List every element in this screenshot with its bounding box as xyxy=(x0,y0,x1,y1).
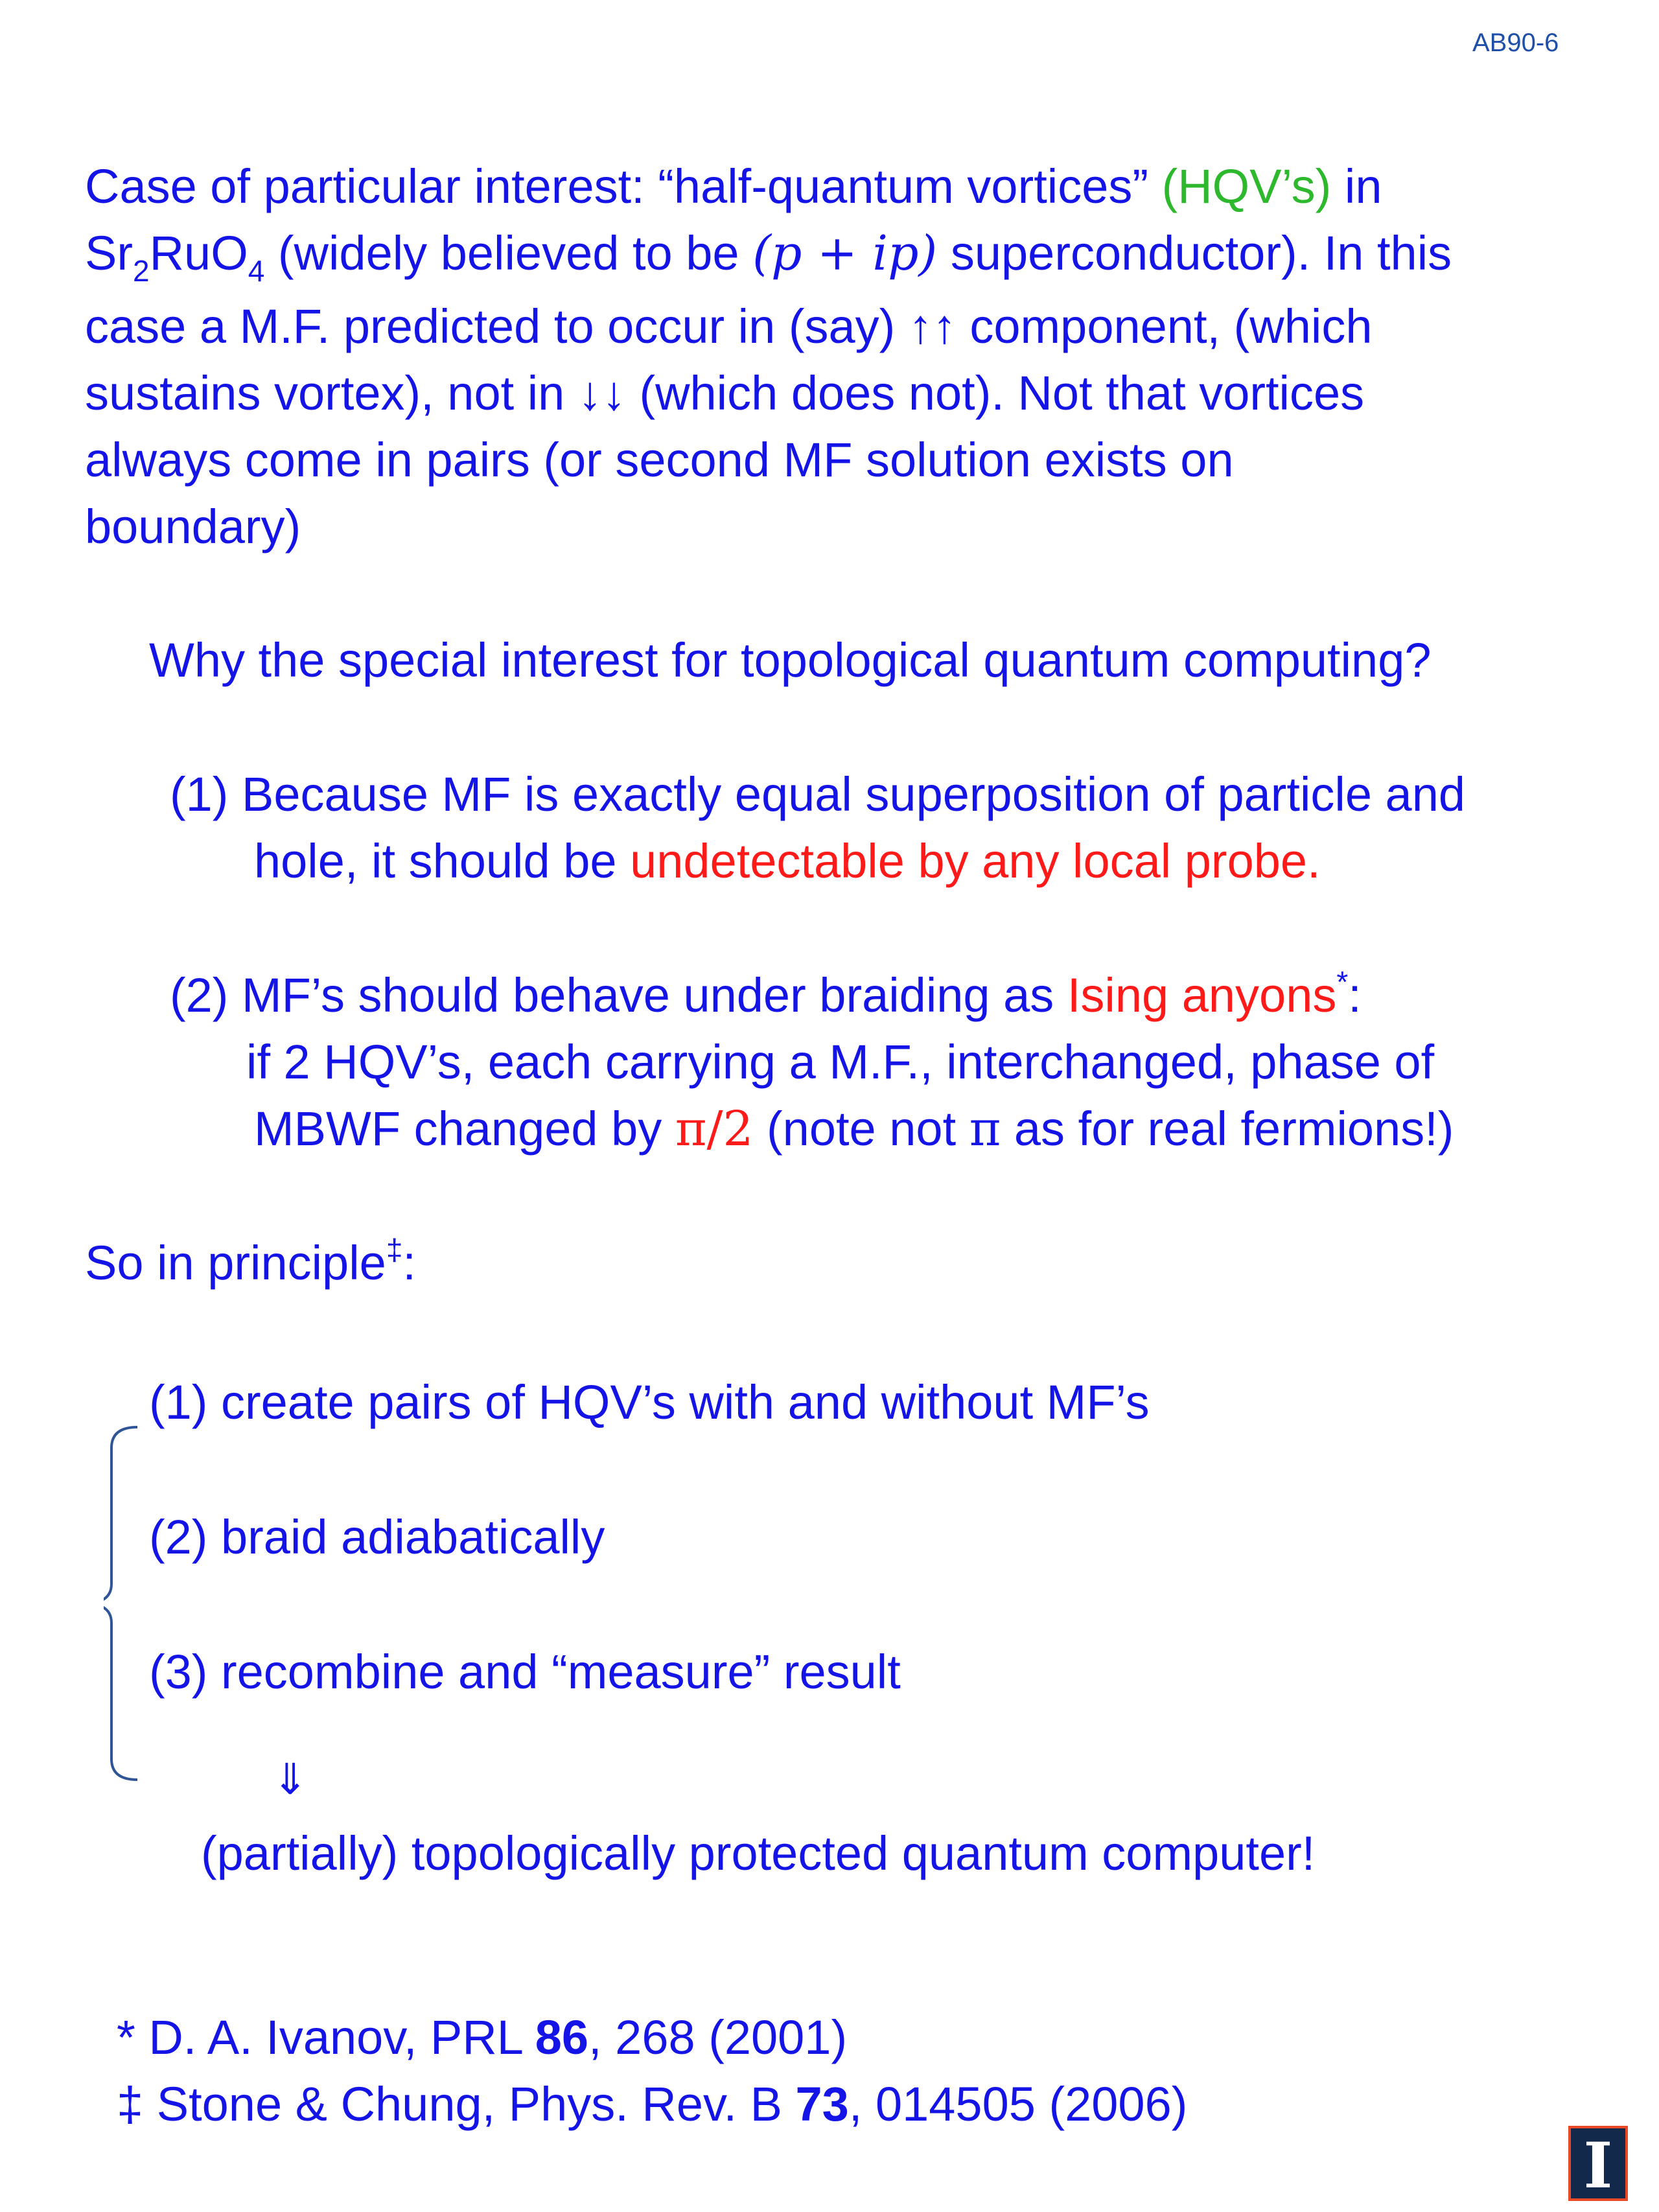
intro-line-4: sustains vortex), not in ↓↓ (which does not). Not that vortices xyxy=(85,366,1365,420)
principle-heading: So in principle‡: xyxy=(85,1233,416,1290)
intro-paragraph xyxy=(85,153,1452,560)
intro-line-6: boundary) xyxy=(85,500,301,553)
reference-1: * D. A. Ivanov, PRL 86, 268 (2001) xyxy=(117,2010,848,2064)
ising-anyons-phrase: Ising anyons xyxy=(1067,968,1337,1022)
reason-2-line-1: (2) MF’s should behave under braiding as Ising anyons*: xyxy=(170,965,1362,1022)
intro-line-2: $Sr_2RuO_4$ (widely believed to be (p + ip) superconductor). In this xyxy=(85,226,1452,288)
hqv-term: (HQV’s) xyxy=(1161,159,1332,213)
reason-2-line-2: if 2 HQV’s, each carrying a M.F., interchanged, phase of xyxy=(246,1035,1435,1089)
intro-line-1: Case of particular interest: “half-quantum vortices” (HQV’s) in xyxy=(85,159,1382,213)
intro-line-5: always come in pairs (or second MF solution exists on xyxy=(85,433,1234,487)
question-heading: Why the special interest for topological quantum computing? xyxy=(149,633,1432,687)
p-ip-formula: (p + ip) xyxy=(752,226,938,281)
intro-line-3: case a M.F. predicted to occur in (say) ↑↑ component, (which xyxy=(85,299,1373,353)
reference-2: ‡ Stone & Chung, Phys. Rev. B 73, 014505 (2006) xyxy=(117,2077,1188,2131)
step-3: (3) recombine and “measure” result xyxy=(149,1645,901,1699)
step-1: (1) create pairs of HQV’s with and without MF’s xyxy=(149,1375,1150,1429)
reason-2-line-3: MBWF changed by π/2 (note not π as for real fermions!) xyxy=(254,1101,1454,1157)
step-2: (2) braid adiabatically xyxy=(149,1510,605,1564)
implies-arrow: ⇓ xyxy=(272,1755,308,1803)
conclusion: (partially) topologically protected quantum computer! xyxy=(201,1826,1316,1880)
reason-1-line-2: hole, it should be undetectable by any local probe. xyxy=(254,834,1321,888)
reason-1-line-1: (1) Because MF is exactly equal superposition of particle and xyxy=(170,767,1466,821)
university-logo-icon: I xyxy=(1568,2126,1628,2201)
slide-id: AB90-6 xyxy=(1472,29,1559,57)
undetectable-phrase: undetectable by any local probe. xyxy=(630,834,1321,888)
left-brace xyxy=(104,1425,143,1784)
pi-half-value: π/2 xyxy=(675,1101,754,1157)
